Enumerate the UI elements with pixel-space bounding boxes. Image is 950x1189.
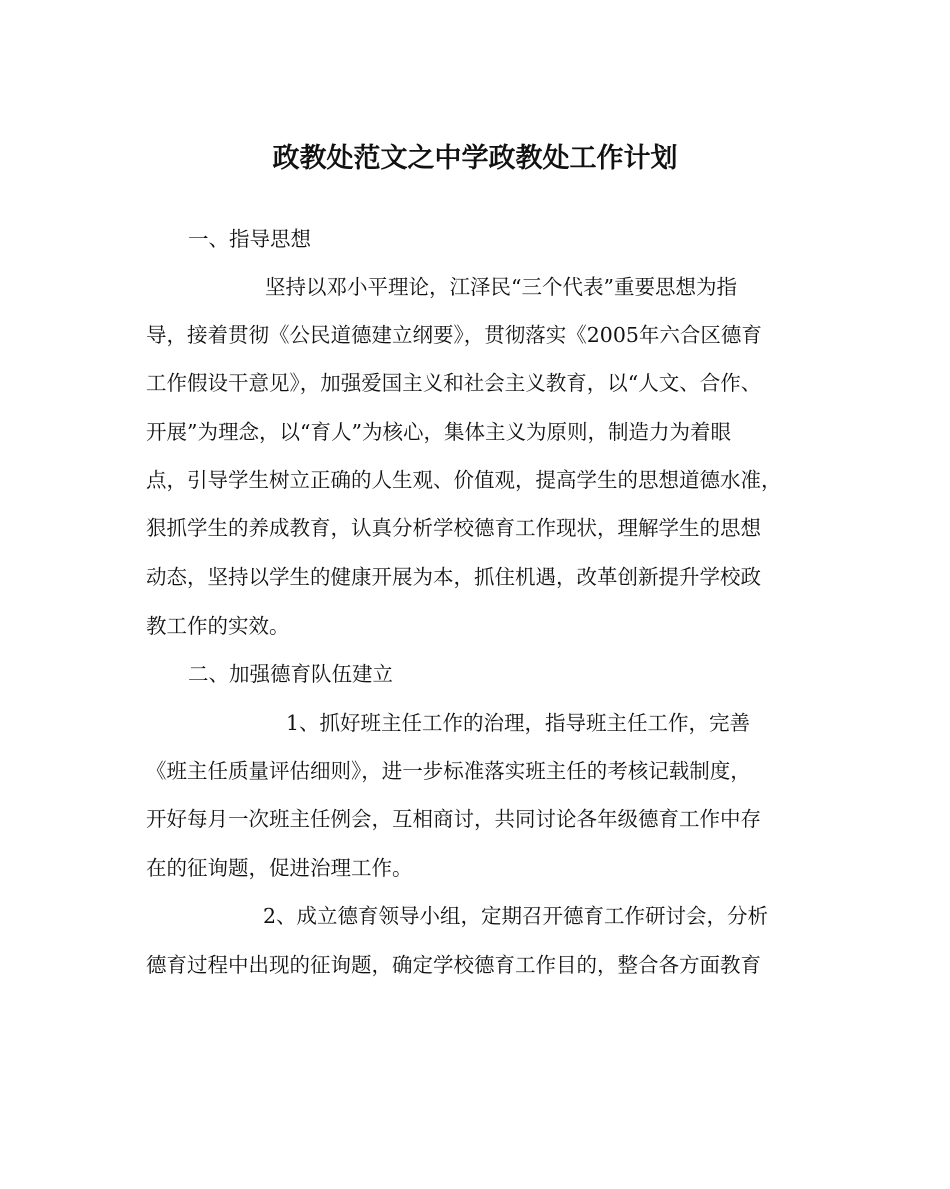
paragraph-line: 导，接着贯彻《公民道德建立纲要》，贯彻落实《2005年六合区德育 (146, 323, 762, 347)
paragraph-line: 教工作的实效。 (146, 614, 290, 638)
section-heading-1: 一、指导思想 (188, 227, 311, 251)
paragraph-line: 德育过程中出现的征询题，确定学校德育工作目的，整合各方面教育 (146, 953, 761, 977)
paragraph-line: 在的征询题，促进治理工作。 (146, 856, 413, 880)
paragraph-line: 狠抓学生的养成教育，认真分析学校德育工作现状，理解学生的思想 (146, 516, 761, 540)
paragraph-line: 工作假设干意见》，加强爱国主义和社会主义教育，以“人文、合作、 (146, 371, 762, 395)
section-heading-2: 二、加强德育队伍建立 (188, 662, 393, 686)
paragraph-line: 2、成立德育领导小组，定期召开德育工作研讨会，分析 (263, 904, 769, 928)
paragraph-line: 坚持以邓小平理论，江泽民“三个代表”重要思想为指 (265, 275, 737, 299)
paragraph-line: 开展”为理念，以“育人”为核心，集体主义为原则，制造力为着眼 (146, 420, 731, 444)
document-title: 政教处范文之中学政教处工作计划 (272, 143, 678, 174)
paragraph-line: 1、抓好班主任工作的治理，指导班主任工作，完善 (286, 711, 751, 735)
paragraph-line: 开好每月一次班主任例会，互相商讨，共同讨论各年级德育工作中存 (146, 807, 761, 831)
paragraph-line: 动态，坚持以学生的健康开展为本，抓住机遇，改革创新提升学校政 (146, 565, 761, 589)
paragraph-line: 点，引导学生树立正确的人生观、价值观，提高学生的思想道德水准， (146, 468, 782, 492)
paragraph-line: 《班主任质量评估细则》，进一步标准落实班主任的考核记载制度， (146, 759, 751, 783)
